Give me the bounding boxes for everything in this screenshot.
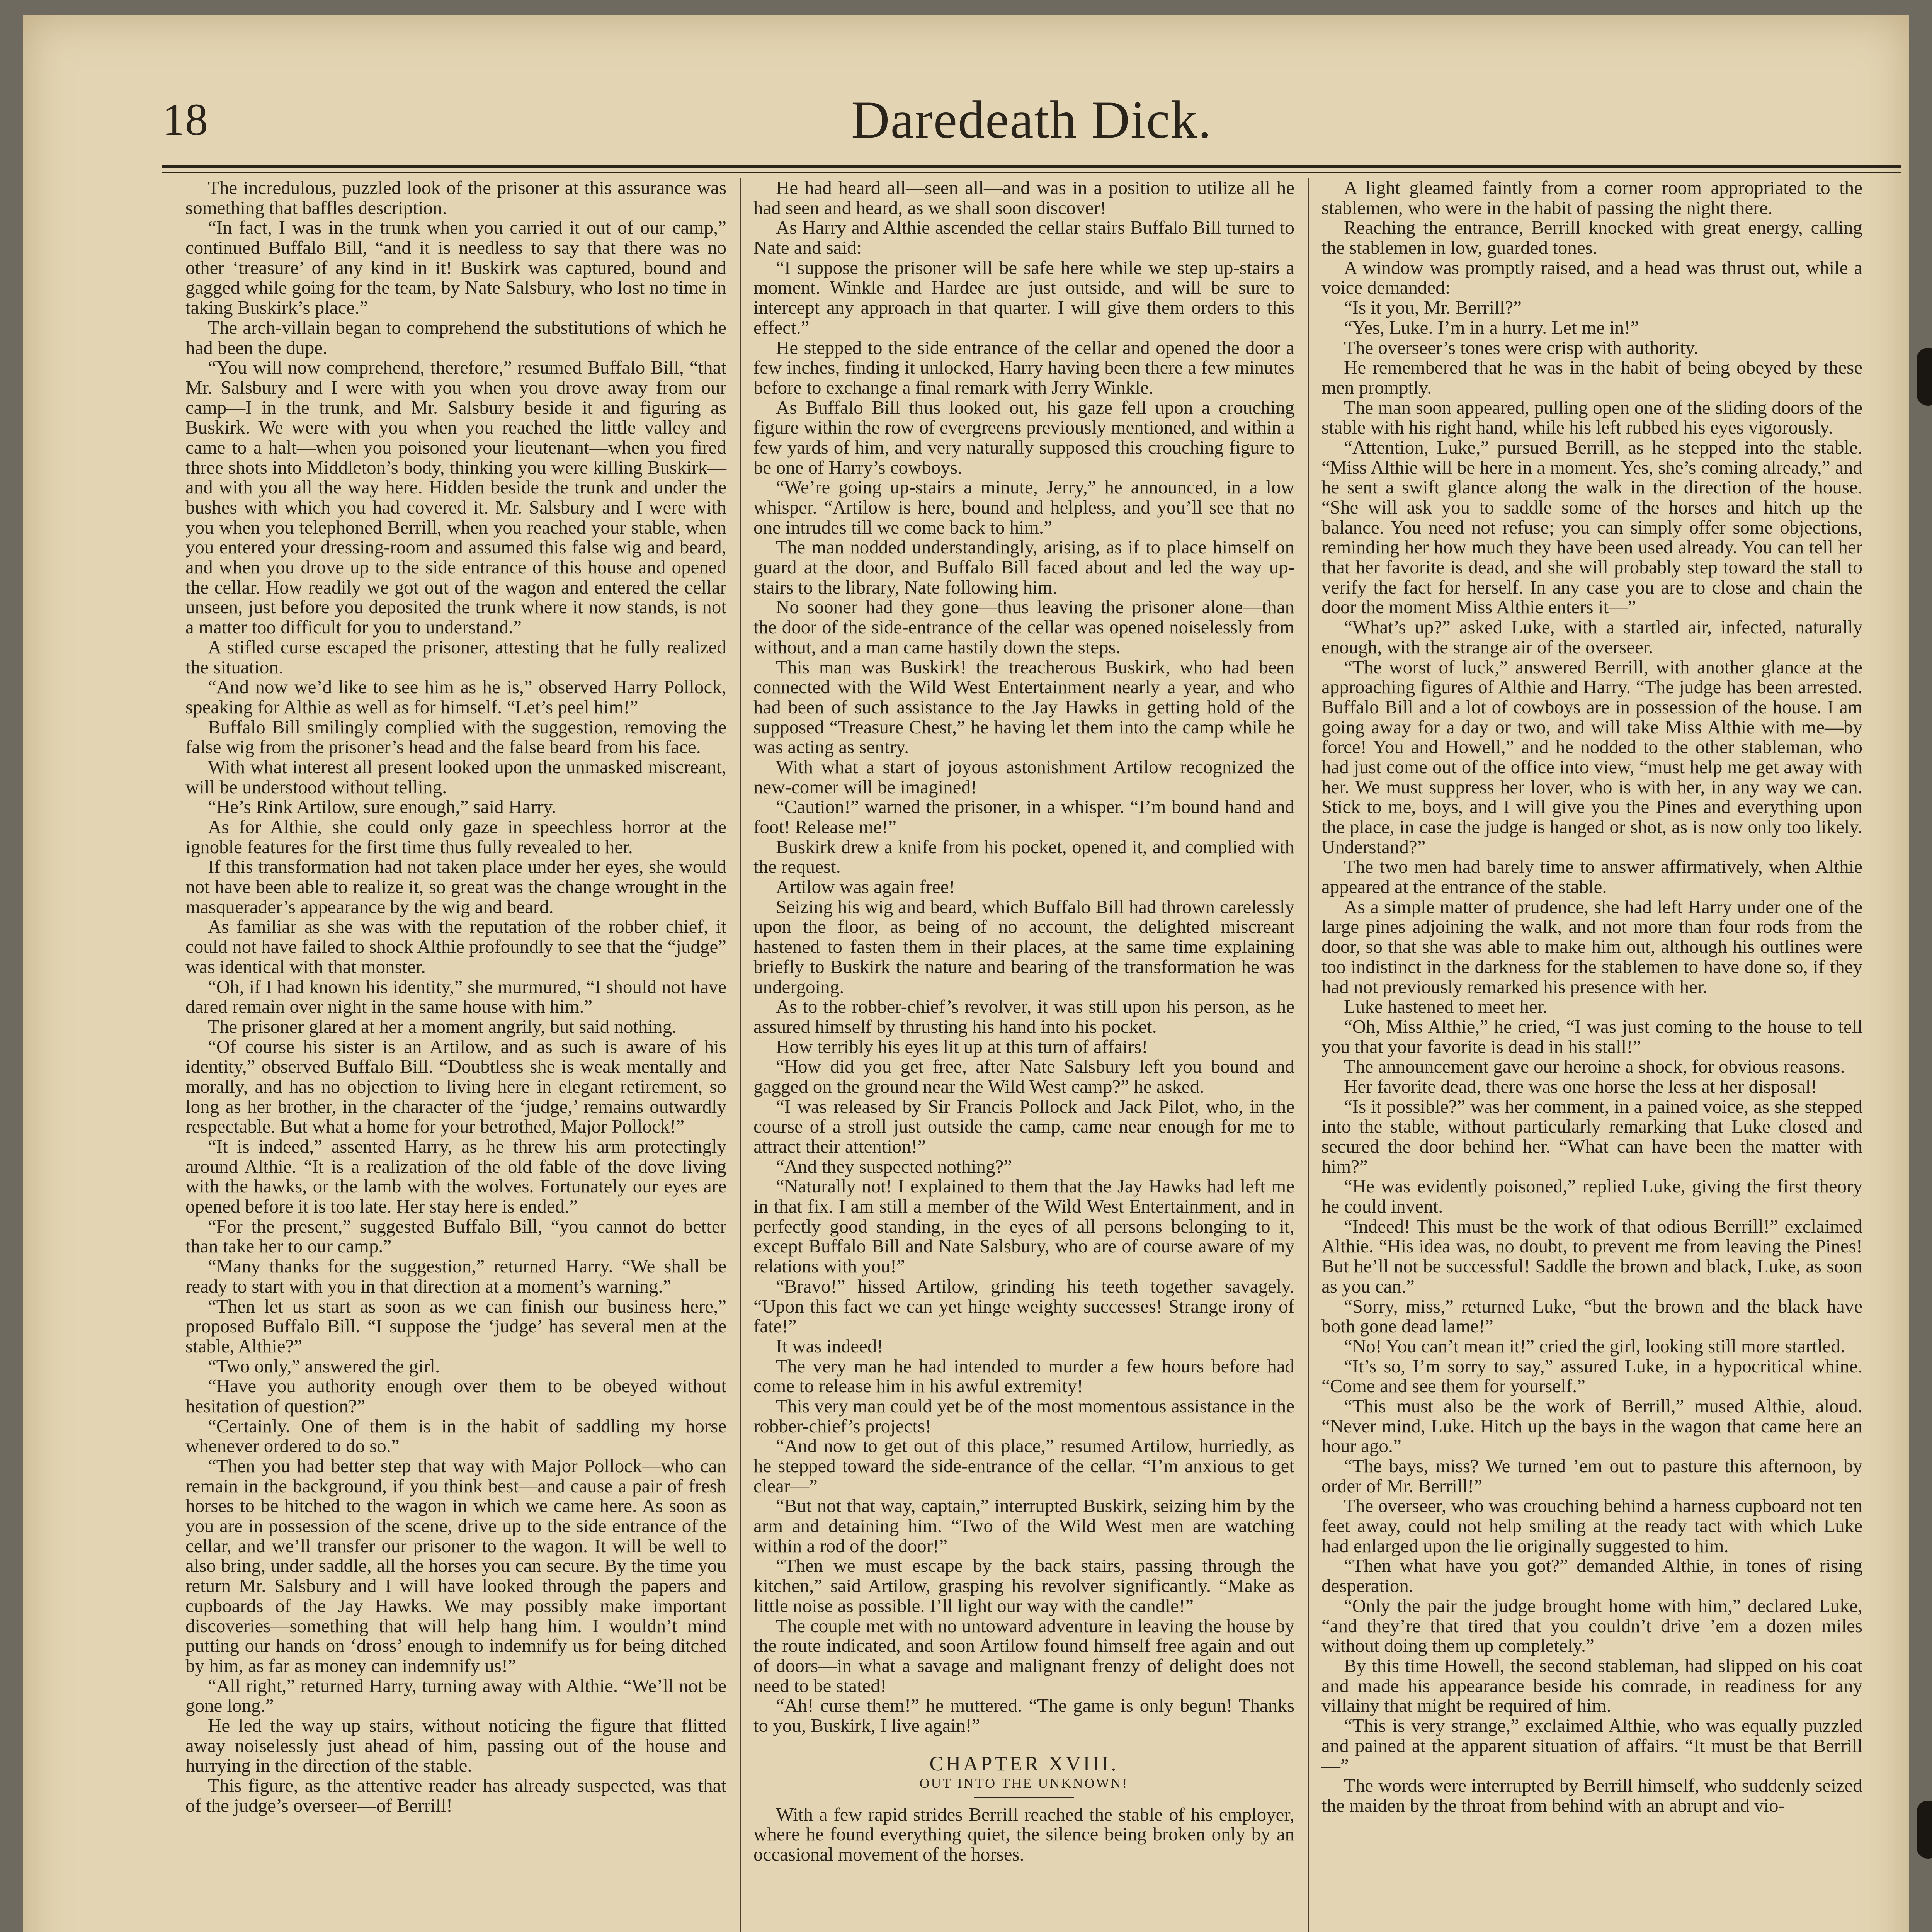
paragraph: This man was Buskirk! the treacherous Buskirk, who had been connected with the Wild West Entertainment nearly a year, and who had been of such assistance to the Jay Hawks in getting hold of the supposed “Treasure Chest,” he having let them into the camp while he was acting as sentry. <box>753 656 1294 758</box>
paragraph: “You will now comprehend, therefore,” resumed Buffalo Bill, “that Mr. Salsbury and I were with you when you drove away from our camp—I in the trunk, and Mr. Salsbury beside it and figuring as Buskirk. We were with you when you reached the little valley and came to a halt—when you poisoned your lieutenant—when you fired three shots into Middleton’s body, thinking you were killing Buskirk—and with you all the way here. Hidden beside the trunk and under the bushes with which you had covered it. Mr. Salsbury and I were with you when you telephoned Berrill, when you reached your stable, when you entered your dressing-room and assumed this false wig and beard, and when you drove up to the side entrance of this house and opened the cellar. How readily we got out of the wagon and entered the cellar unseen, just before you deposited the trunk where it now stands, is not a matter too difficult for you to understand.” <box>185 357 726 638</box>
paragraph: As to the robber-chief’s revolver, it was still upon his person, as he assured himself by thrusting his hand into his pocket. <box>753 996 1294 1037</box>
paragraph: A stifled curse escaped the prisoner, attesting that he fully realized the situation. <box>185 636 726 678</box>
paragraph: “This must also be the work of Berrill,” mused Althie, aloud. “Never mind, Luke. Hitch up the bays in the wagon that came here an hour ago.” <box>1321 1395 1862 1457</box>
paragraph: “Then we must escape by the back stairs, passing through the kitchen,” said Artilow, grasping his revolver significantly. “Make as little noise as possible. I’ll light our way with the candle!” <box>753 1555 1294 1616</box>
paragraph: He had heard all—seen all—and was in a position to utilize all he had seen and heard, as we shall soon discover! <box>753 177 1294 218</box>
paragraph: “Oh, if I had known his identity,” she murmured, “I should not have dared remain over night in the same house with him.” <box>185 976 726 1017</box>
paragraph: “I was released by Sir Francis Pollock and Jack Pilot, who, in the course of a stroll just outside the camp, came near enough for me to attract their attention!” <box>753 1095 1294 1157</box>
paragraph: “Then what have you got?” demanded Althie, in tones of rising desperation. <box>1321 1555 1862 1597</box>
page-header <box>162 81 1901 170</box>
paragraph: “What’s up?” asked Luke, with a startled air, infected, naturally enough, with the strange air of the overseer. <box>1321 616 1862 658</box>
page-number: 18 <box>162 94 208 145</box>
text-column-1 <box>185 178 726 1815</box>
paragraph: “In fact, I was in the trunk when you carried it out of our camp,” continued Buffalo Bill, “and it is needless to say that there was no other ‘treasure’ of any kind in it! Buskirk was captured, bound and gagged while going for the team, by Nate Salsbury, who lost no time in taking Buskirk’s place.” <box>185 217 726 318</box>
paragraph: Buffalo Bill smilingly complied with the suggestion, removing the false wig from the prisoner’s head and the false beard from his face. <box>185 716 726 758</box>
paragraph: Seizing his wig and beard, which Buffalo Bill had thrown carelessly upon the floor, as being of no account, the delighted miscreant hastened to fasten them in their places, at the same time explaining briefly to Buskirk the nature and bearing of the transformation he was undergoing. <box>753 896 1294 997</box>
paragraph: This figure, as the attentive reader has already suspected, was that of the judge’s overseer—of Berrill! <box>185 1775 726 1816</box>
paragraph: The announcement gave our heroine a shock, for obvious reasons. <box>1344 1056 1845 1077</box>
paragraph: Luke hastened to meet her. <box>1344 996 1548 1017</box>
paragraph: “Bravo!” hissed Artilow, grinding his teeth together savagely. “Upon this fact we can yet hinge weighty successes! Strange irony of fate!” <box>753 1275 1294 1337</box>
paragraph: The man soon appeared, pulling open one of the sliding doors of the stable with his right hand, while his left rubbed his eyes vigorously. <box>1321 396 1862 438</box>
paragraph: How terribly his eyes lit up at this turn of affairs! <box>776 1036 1148 1057</box>
paragraph: “And now we’d like to see him as he is,” observed Harry Pollock, speaking for Althie as well as for himself. “Let’s peel him!” <box>185 676 726 718</box>
paragraph: “Many thanks for the suggestion,” returned Harry. “We shall be ready to start with you in that direction at a moment’s warning.” <box>185 1255 726 1297</box>
paragraph: “Oh, Miss Althie,” he cried, “I was just coming to the house to tell you that your favorite is dead in his stall!” <box>1321 1015 1862 1057</box>
paragraph: The overseer’s tones were crisp with authority. <box>1344 337 1699 358</box>
paragraph: “The worst of luck,” answered Berrill, with another glance at the approaching figures of Althie and Harry. “The judge has been arrested. Buffalo Bill and a lot of cowboys are in possession of the house. I am going away for a day or two, and will take Miss Althie with me—by force! You and Howell,” and he nodded to the other stableman, who had just come out of the office into view, “must help me get away with her. We must suppress her lover, who is with her, in any way we can. Stick to me, boys, and I will give you the Pines and everything upon the place, in case the judge is hanged or shot, as is now only too likely. Understand?” <box>1321 656 1862 857</box>
paragraph: “Certainly. One of them is in the habit of saddling my horse whenever ordered to do so.” <box>185 1415 726 1457</box>
paragraph: Reaching the entrance, Berrill knocked with great energy, calling the stablemen in low, guarded tones. <box>1321 217 1862 259</box>
paragraph: He led the way up stairs, without noticing the figure that flitted away noiselessly just ahead of him, passing out of the house and hurrying in the direction of the stable. <box>185 1714 726 1776</box>
paragraph: With what interest all present looked upon the unmasked miscreant, will be understood without telling. <box>185 756 726 798</box>
paragraph: As a simple matter of prudence, she had left Harry under one of the large pines adjoining the walk, and not more than four rods from the door, so that she was able to make him out, although his outlines were too indistinct in the darkness for the stablemen to have done so, if they had not previously remarked his presence with her. <box>1321 896 1862 997</box>
paragraph: It was indeed! <box>776 1335 883 1357</box>
paragraph: “Have you authority enough over them to be obeyed without hesitation of question?” <box>185 1375 726 1417</box>
paragraph: Buskirk drew a knife from his pocket, opened it, and complied with the request. <box>753 836 1294 878</box>
paragraph: With what a start of joyous astonishment Artilow recognized the new-comer will be imagined! <box>753 756 1294 798</box>
paragraph: The man nodded understandingly, arising, as if to place himself on guard at the door, and Buffalo Bill faced about and led the way up-stairs to the library, Nate following him. <box>753 536 1294 598</box>
chapter-rule <box>974 1797 1074 1798</box>
newspaper-page <box>23 15 1909 1932</box>
paragraph: The incredulous, puzzled look of the prisoner at this assurance was something that baffles description. <box>185 177 726 218</box>
page-title: Daredeath Dick. <box>851 90 1213 149</box>
paragraph: The arch-villain began to comprehend the substitutions of which he had been the dupe. <box>185 316 726 358</box>
paragraph: By this time Howell, the second stableman, had slipped on his coat and made his appearance beside his comrade, in readiness for any villainy that might be required of him. <box>1321 1655 1862 1716</box>
paragraph: Artilow was again free! <box>776 876 955 898</box>
paragraph: As for Althie, she could only gaze in speechless horror at the ignoble features for the first time thus fully revealed to her. <box>185 816 726 857</box>
binding-hole <box>1917 1801 1932 1859</box>
paragraph: “This is very strange,” exclaimed Althie, who was equally puzzled and pained at the apparent situation of affairs. “It must be that Berrill—” <box>1321 1714 1862 1776</box>
paragraph: A light gleamed faintly from a corner room appropriated to the stablemen, who were in the habit of passing the night there. <box>1321 177 1862 218</box>
binding-hole <box>1917 348 1932 406</box>
paragraph: “It’s so, I’m sorry to say,” assured Luke, in a hypocritical whine. “Come and see them for yourself.” <box>1321 1355 1862 1397</box>
paragraph: “For the present,” suggested Buffalo Bill, “you cannot do better than take her to our camp.” <box>185 1215 726 1257</box>
paragraph: The two men had barely time to answer affirmatively, when Althie appeared at the entrance of the stable. <box>1321 856 1862 898</box>
paragraph: A window was promptly raised, and a head was thrust out, while a voice demanded: <box>1321 257 1862 298</box>
paragraph: “Attention, Luke,” pursued Berrill, as he stepped into the stable. “Miss Althie will be here in a moment. Yes, she’s coming already,” and he sent a swift glance along the walk in the direction of the house. “She will ask you to saddle some of the horses and hitch up the balance. You need not refuse; you can simply offer some objections, reminding her how much they have been used already. You can tell her that her favorite is dead, and she will probably step toward the stall to verify the fact for herself. In any case you are to close and chain the door the moment Miss Althie enters it—” <box>1321 436 1862 618</box>
paragraph: As familiar as she was with the reputation of the robber chief, it could not have failed to shock Althie profoundly to see that the “judge” was identical with that monster. <box>185 916 726 977</box>
paragraph: “Two only,” answered the girl. <box>208 1355 440 1377</box>
paragraph: “Caution!” warned the prisoner, in a whisper. “I’m bound hand and foot! Release me!” <box>753 796 1294 837</box>
paragraph: “Indeed! This must be the work of that odious Berrill!” exclaimed Althie. “His idea was, no doubt, to prevent me from leaving the Pines! But he’ll not be successful! Saddle the brown and black, Luke, as soon as you can.” <box>1321 1215 1862 1297</box>
paragraph: “All right,” returned Harry, turning away with Althie. “We’ll not be gone long.” <box>185 1675 726 1716</box>
paragraph: “And they suspected nothing?” <box>776 1155 1012 1177</box>
column-divider <box>740 178 741 1932</box>
paragraph: “No! You can’t mean it!” cried the girl, looking still more startled. <box>1344 1335 1845 1357</box>
paragraph: “Then you had better step that way with Major Pollock—who can remain in the background, if you think best—and cause a pair of fresh horses to be hitched to the wagon in which we came here. As soon as you are in possession of the scene, drive up to the side entrance of the cellar, and we’ll transfer our prisoner to the wagon. It will be well to also bring, under saddle, all the horses you can secure. By the time you return Mr. Salsbury and I will have looked through the papers and cupboards of the Jay Hawks. We may possibly make important discoveries—something that will help hang him. I wouldn’t mind putting our hands on ‘dross’ enough to indemnify us for being ditched by him, as far as money can indemnify us!” <box>185 1455 726 1676</box>
paragraph: As Buffalo Bill thus looked out, his gaze fell upon a crouching figure within the row of evergreens previously mentioned, and within a few yards of him, and very naturally supposed this crouching figure to be one of Harry’s cowboys. <box>753 396 1294 478</box>
paragraph: He remembered that he was in the habit of being obeyed by these men promptly. <box>1321 357 1862 398</box>
paragraph: With a few rapid strides Berrill reached the stable of his employer, where he found everything quiet, the silence being broken only by an occasional movement of the horses. <box>753 1803 1294 1865</box>
paragraph: As Harry and Althie ascended the cellar stairs Buffalo Bill turned to Nate and said: <box>753 217 1294 259</box>
header-rule-thin <box>162 172 1901 173</box>
paragraph: The very man he had intended to murder a few hours before had come to release him in his awful extremity! <box>753 1355 1294 1397</box>
paragraph: “Of course his sister is an Artilow, and as such is aware of his identity,” observed Buffalo Bill. “Doubtless she is weak mentally and morally, and has no objection to living here in elegant retirement, so long as her brother, in the character of the ‘judge,’ remains outwardly respectable. But what a home for your betrothed, Major Pollock!” <box>185 1036 726 1137</box>
paragraph: “It is indeed,” assented Harry, as he threw his arm protectingly around Althie. “It is a realization of the old fable of the dove living with the hawks, or the lamb with the wolves. Fortunately our eyes are opened before it is too late. Her stay here is ended.” <box>185 1136 726 1217</box>
paragraph: “Ah! curse them!” he muttered. “The game is only begun! Thanks to you, Buskirk, I live again!” <box>753 1695 1294 1736</box>
paragraph: “Sorry, miss,” returned Luke, “but the brown and the black have both gone dead lame!” <box>1321 1295 1862 1337</box>
paragraph: The words were interrupted by Berrill himself, who suddenly seized the maiden by the throat from behind with an abrupt and vio- <box>1321 1775 1862 1816</box>
paragraph: The couple met with no untoward adventure in leaving the house by the route indicated, and soon Artilow found himself free again and out of doors—in what a savage and malignant frenzy of delight does not need to be stated! <box>753 1615 1294 1696</box>
paragraph: “But not that way, captain,” interrupted Buskirk, seizing him by the arm and detaining him. “Two of the Wild West men are watching within a rod of the door!” <box>753 1495 1294 1556</box>
paragraph: He stepped to the side entrance of the cellar and opened the door a few inches, finding it unlocked, Harry having been there a few minutes before to exchange a final remark with Jerry Winkle. <box>753 337 1294 398</box>
header-rule <box>162 165 1901 168</box>
paragraph: “We’re going up-stairs a minute, Jerry,” he announced, in a low whisper. “Artilow is here, bound and helpless, and you’ll see that no one intrudes till we come back to him.” <box>753 476 1294 538</box>
paragraph: “The bays, miss? We turned ’em out to pasture this afternoon, by order of Mr. Berrill!” <box>1321 1455 1862 1497</box>
paragraph: “Naturally not! I explained to them that the Jay Hawks had left me in that fix. I am still a member of the Wild West Entertainment, and in perfectly good standing, in the eyes of all persons belonging to it, except Buffalo Bill and Nate Salsbury, who are of course aware of my relations with you!” <box>753 1175 1294 1277</box>
paragraph: “Only the pair the judge brought home with him,” declared Luke, “and they’re that tired that you couldn’t drive ’em a dozen miles without doing them up completely.” <box>1321 1595 1862 1656</box>
column-divider <box>1308 178 1309 1932</box>
paragraph: “He’s Rink Artilow, sure enough,” said Harry. <box>208 796 556 818</box>
paragraph: No sooner had they gone—thus leaving the prisoner alone—than the door of the side-entrance of the cellar was opened noiselessly from without, and a man came hastily down the steps. <box>753 596 1294 658</box>
paragraph: “And now to get out of this place,” resumed Artilow, hurriedly, as he stepped toward the side-entrance of the cellar. “I’m anxious to get clear—” <box>753 1435 1294 1497</box>
paragraph: “Is it possible?” was her comment, in a pained voice, as she stepped into the stable, without particularly remarking that Luke closed and secured the door behind her. “What can have been the matter with him?” <box>1321 1095 1862 1177</box>
text-column-2 <box>753 178 1294 1864</box>
paragraph: “He was evidently poisoned,” replied Luke, giving the first theory he could invent. <box>1321 1175 1862 1217</box>
paragraph: The overseer, who was crouching behind a harness cupboard not ten feet away, could not help smiling at the ready tact with which Luke had enlarged upon the lie originally suggested to him. <box>1321 1495 1862 1556</box>
paragraph: “Is it you, Mr. Berrill?” <box>1344 297 1522 318</box>
paragraph: This very man could yet be of the most momentous assistance in the robber-chief’s projects! <box>753 1395 1294 1437</box>
text-column-3 <box>1321 178 1862 1815</box>
paragraph: Her favorite dead, there was one horse the less at her disposal! <box>1344 1075 1817 1097</box>
chapter-number: CHAPTER XVIII. <box>929 1752 1119 1775</box>
paragraph: “How did you get free, after Nate Salsbury left you bound and gagged on the ground near the Wild West camp?” he asked. <box>753 1056 1294 1097</box>
paragraph: If this transformation had not taken place under her eyes, she would not have been able to realize it, so great was the change wrought in the masquerader’s appearance by the wig and beard. <box>185 856 726 917</box>
chapter-heading <box>753 1753 1294 1798</box>
paragraph: “Yes, Luke. I’m in a hurry. Let me in!” <box>1344 316 1639 338</box>
paragraph: “Then let us start as soon as we can finish our business here,” proposed Buffalo Bill. “I suppose the ‘judge’ has several men at the stable, Althie?” <box>185 1295 726 1357</box>
paragraph: “I suppose the prisoner will be safe here while we step up-stairs a moment. Winkle and Hardee are just outside, and will be sure to intercept any approach in that quarter. I will give them orders to this effect.” <box>753 257 1294 338</box>
chapter-subtitle: OUT INTO THE UNKNOWN! <box>919 1775 1129 1791</box>
paragraph: The prisoner glared at her a moment angrily, but said nothing. <box>208 1015 677 1037</box>
